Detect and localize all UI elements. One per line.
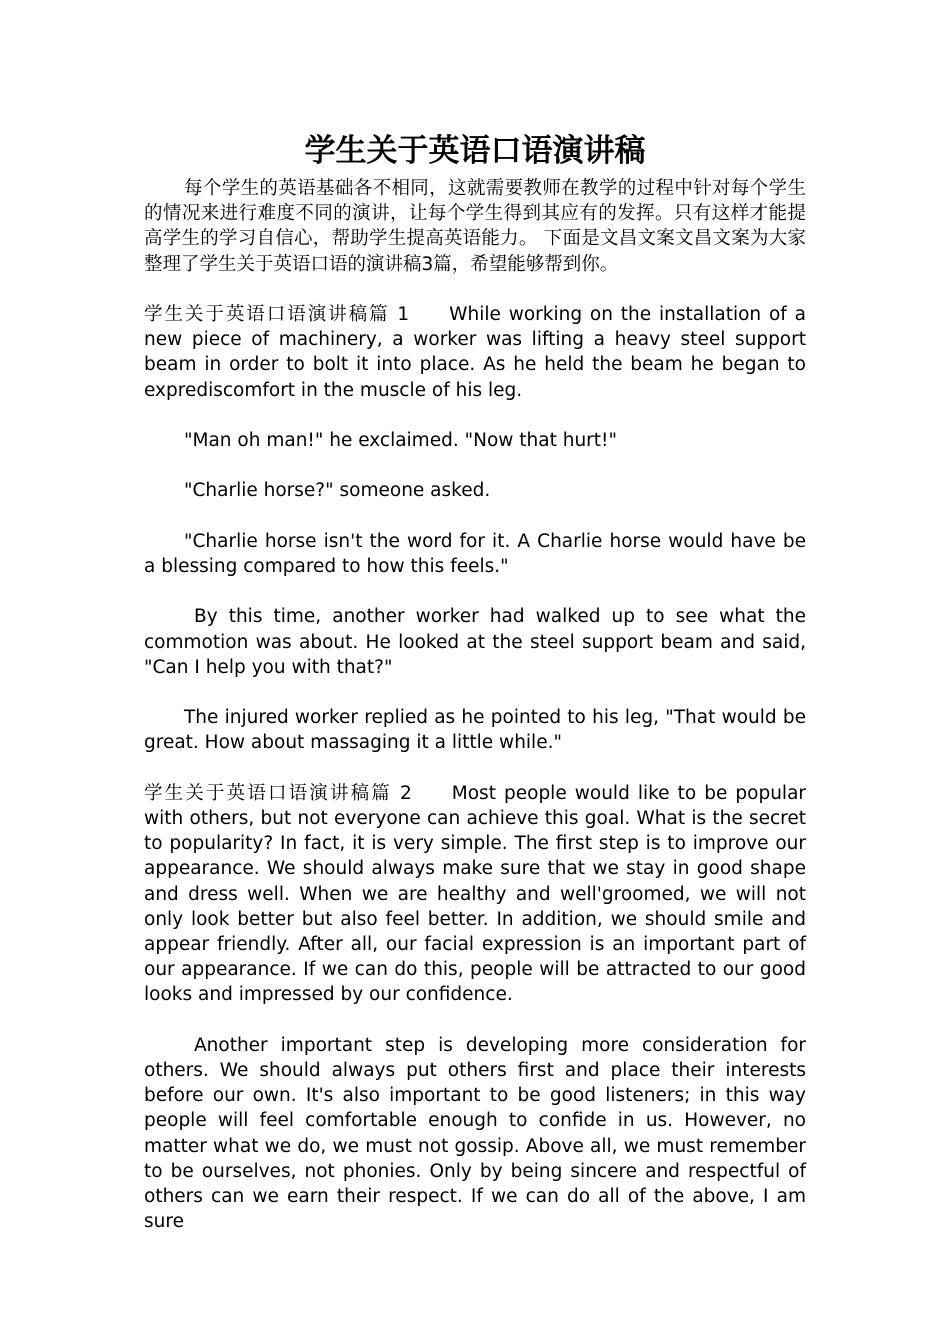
speech1-heading: 学生关于英语口语演讲稿篇 1 xyxy=(144,304,410,325)
speech1-paragraph-2: "Man oh man!" he exclaimed. "Now that hurt!" xyxy=(184,430,617,451)
document-title: 学生关于英语口语演讲稿 xyxy=(304,133,646,169)
speech2-heading: 学生关于英语口语演讲稿篇 2 xyxy=(144,782,412,804)
speech2-paragraph-2: Another important step is developing more consideration for others. We should always put others first and place their interests before our own. It's also important to be good listeners; in this way people will feel comfortable enough to confide in us. However, no matter what we do, we must not gossip. Above all, we must remember to be ourselves, not phonies. Only by being sincere and respectful of others can we earn their respect. If we can do all of the above, I am sure xyxy=(144,1034,806,1233)
speech1-first-paragraph xyxy=(144,302,806,403)
speech2-paragraph-1: Most people would like to be popular with others, but not everyone can achieve this goal. What is the secret to popularity? In fact, it is very simple. The first step is to improve our appearance. We should always make sure that we stay in good shape and dress well. When we are healthy and well'groomed, we will not only look better but also feel better. In addition, we should smile and appear friendly. After all, our facial expression is an important part of our appearance. If we can do this, people will be attracted to our good looks and impressed by our confidence. xyxy=(144,782,807,1006)
speech1-paragraph-6: The injured worker replied as he pointed to his leg, "That would be great. How about massaging it a little while." xyxy=(144,707,806,754)
speech1-paragraph-5: By this time, another worker had walked up to see what the commotion was about. He looked at the steel support beam and said, "Can I help you with that?" xyxy=(144,606,806,678)
speech2-first-paragraph xyxy=(144,781,806,1008)
document-body xyxy=(144,176,806,1234)
speech1-paragraph-3: "Charlie horse?" someone asked. xyxy=(184,480,491,502)
intro-paragraph: 每个学生的英语基础各不相同，这就需要教师在教学的过程中针对每个学生的情况来进行难度不同的演讲，让每个学生得到其应有的发挥。只有这样才能提高学生的学习自信心，帮助学生提高英语能力。 下面是文昌文案文昌文案为大家整理了学生关于英语口语的演讲稿3篇，希望能够帮到你。 xyxy=(144,178,806,275)
speech1-paragraph-1: While working on the installation of a new piece of machinery, a worker was lifting a heavy steel support beam in order to bolt it into place. As he held the beam he began to exprediscomfort in the muscle of his leg. xyxy=(144,304,807,401)
speech1-paragraph-4: "Charlie horse isn't the word for it. A Charlie horse would have be a blessing compared to how this feels." xyxy=(144,530,806,577)
